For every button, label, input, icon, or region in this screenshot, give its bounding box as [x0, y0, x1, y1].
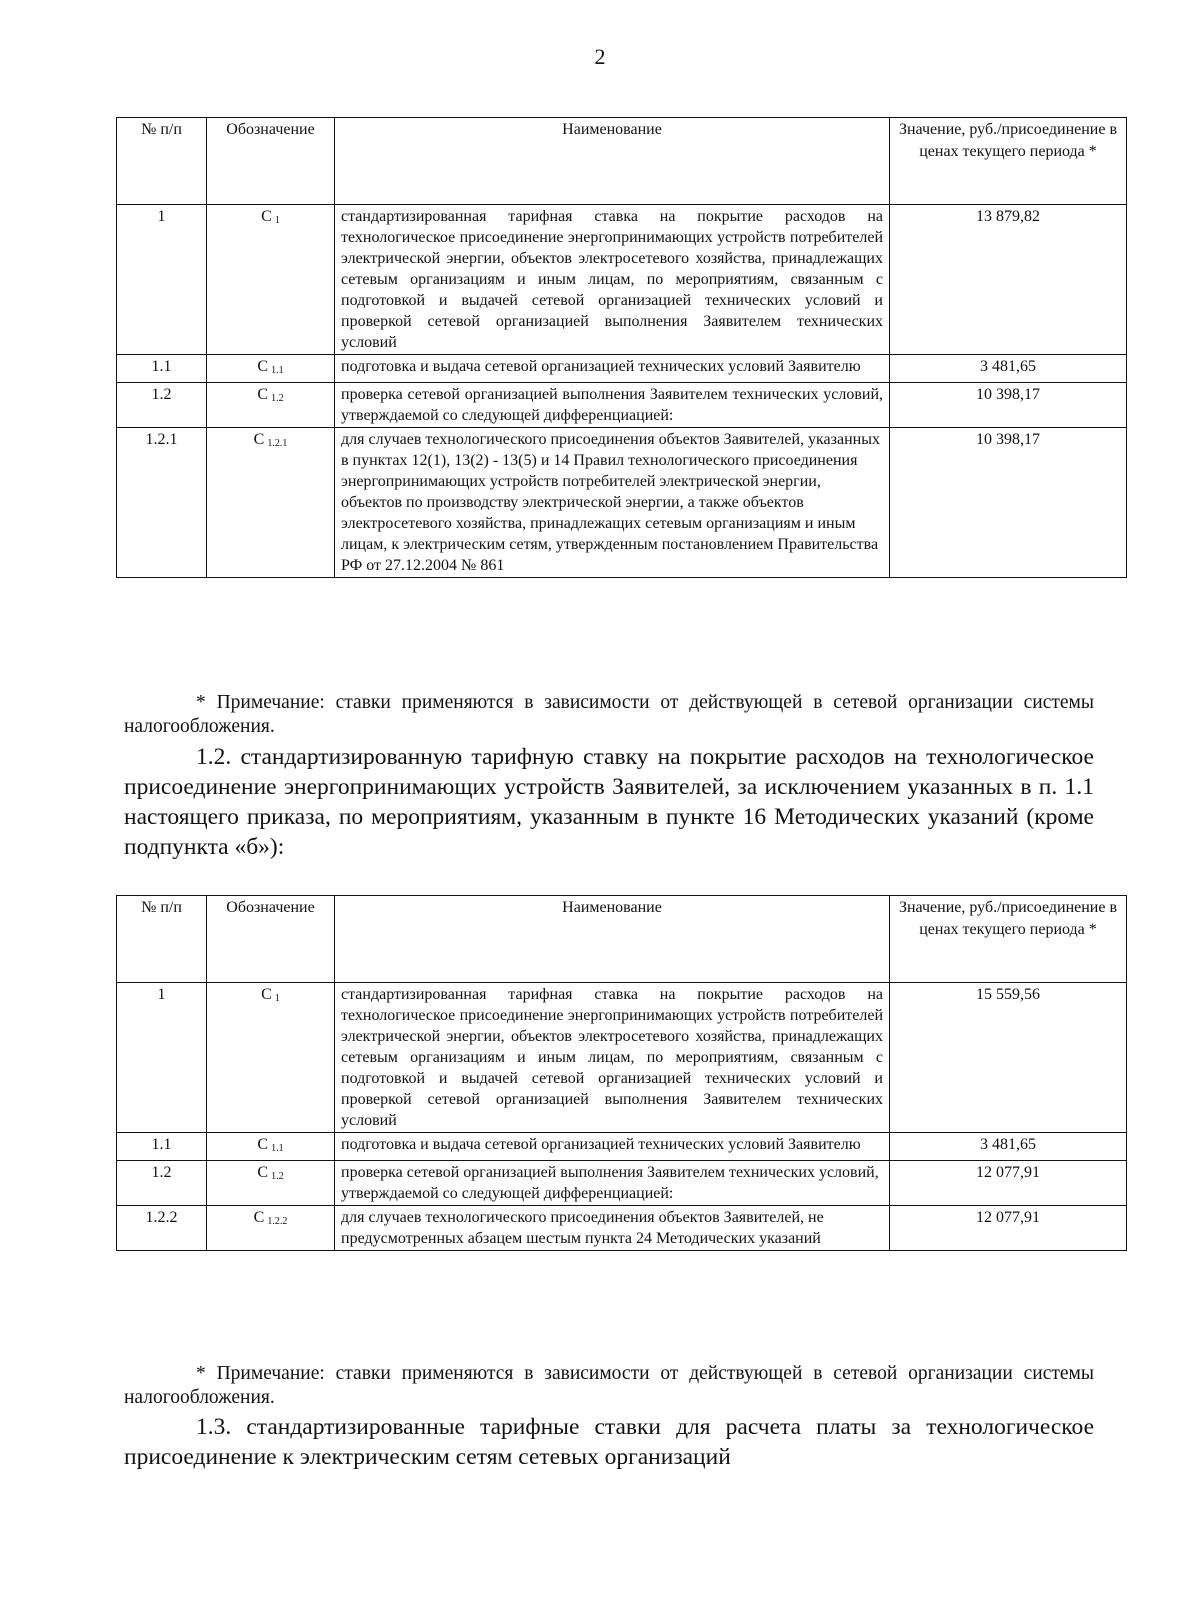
row-num: 1.1: [117, 355, 207, 383]
row-num: 1: [117, 983, 207, 1133]
row-value: 12 077,91: [890, 1206, 1127, 1251]
table-row: [117, 205, 1127, 355]
row-symbol: C $_{1.2}$: [207, 1161, 335, 1206]
row-num: 1.1: [117, 1133, 207, 1161]
table-header-row: [117, 118, 1127, 205]
row-name: для случаев технологического присоединения объектов Заявителей, указанных в пунктах 12(1), 13(2) - 13(5) и 14 Правил технологического присоединения энергопринимающих устройств потребителей электрической энергии, объектов по производству электрической энергии, а также объектов электросетевого хозяйства, принадлежащих сетевым организациям и иным лицам, к электрическим сетям, утвержденным постановлением Правительства РФ от 27.12.2004 № 861: [335, 428, 890, 578]
row-value: 10 398,17: [890, 428, 1127, 578]
row-name: стандартизированная тарифная ставка на покрытие расходов на технологическое присоединение энергопринимающих устройств потребителей электрической энергии, объектов электросетевого хозяйства, принадлежащих сетевым организациям и иным лицам, по мероприятиям, связанным с подготовкой и выдачей сетевой организацией технических условий и проверкой сетевой организацией выполнения Заявителем технических условий: [335, 983, 890, 1133]
tariff-table-2: [116, 895, 1127, 1251]
row-name: проверка сетевой организацией выполнения Заявителем технических условий, утверждаемой со следующей дифференциацией:: [335, 383, 890, 428]
row-symbol: C $_{1.1}$: [207, 1133, 335, 1161]
table-row: [117, 1161, 1127, 1206]
row-value: 15 559,56: [890, 983, 1127, 1133]
header-num: № п/п: [117, 896, 207, 983]
row-value: 12 077,91: [890, 1161, 1127, 1206]
row-value: 3 481,65: [890, 1133, 1127, 1161]
table-row: [117, 428, 1127, 578]
table-row: [117, 1133, 1127, 1161]
row-num: 1: [117, 205, 207, 355]
header-num: № п/п: [117, 118, 207, 205]
tariff-table-1: [116, 117, 1127, 578]
table-row: [117, 355, 1127, 383]
row-symbol: C $_{1.2.2}$: [207, 1206, 335, 1251]
row-name: подготовка и выдача сетевой организацией технических условий Заявителю: [335, 355, 890, 383]
row-symbol: C $_{1.2.1}$: [207, 428, 335, 578]
row-name: проверка сетевой организацией выполнения Заявителем технических условий, утверждаемой со следующей дифференциацией:: [335, 1161, 890, 1206]
row-value: 13 879,82: [890, 205, 1127, 355]
row-symbol: C $_{1.2}$: [207, 383, 335, 428]
header-value: Значение, руб./присоединение в ценах текущего периода *: [890, 118, 1127, 205]
row-num: 1.2.1: [117, 428, 207, 578]
row-symbol: C $_{1.1}$: [207, 355, 335, 383]
header-name: Наименование: [335, 118, 890, 205]
row-symbol: C $_1$: [207, 205, 335, 355]
row-num: 1.2: [117, 383, 207, 428]
row-name: подготовка и выдача сетевой организацией технических условий Заявителю: [335, 1133, 890, 1161]
header-value: Значение, руб./присоединение в ценах текущего периода *: [890, 896, 1127, 983]
row-num: 1.2.2: [117, 1206, 207, 1251]
row-symbol: C $_1$: [207, 983, 335, 1133]
paragraph-1-2: 1.2. стандартизированную тарифную ставку на покрытие расходов на технологическое присоединение энергопринимающих устройств Заявителей, за исключением указанных в п. 1.1 настоящего приказа, по мероприятиям, указанным в пункте 16 Методических указаний (кроме подпункта «б»):: [124, 744, 1094, 860]
page-number: 2: [594, 44, 606, 69]
table-2-note: * Примечание: ставки применяются в зависимости от действующей в сетевой организации системы налогообложения.: [124, 1363, 1094, 1408]
header-symbol: Обозначение: [207, 118, 335, 205]
table-row: [117, 983, 1127, 1133]
table-1-note: * Примечание: ставки применяются в зависимости от действующей в сетевой организации системы налогообложения.: [124, 692, 1094, 737]
row-name: для случаев технологического присоединения объектов Заявителей, не предусмотренных абзацем шестым пункта 24 Методических указаний: [335, 1206, 890, 1251]
table-row: [117, 383, 1127, 428]
header-symbol: Обозначение: [207, 896, 335, 983]
row-value: 3 481,65: [890, 355, 1127, 383]
table-row: [117, 1206, 1127, 1251]
row-value: 10 398,17: [890, 383, 1127, 428]
table-header-row: [117, 896, 1127, 983]
row-name: стандартизированная тарифная ставка на покрытие расходов на технологическое присоединение энергопринимающих устройств потребителей электрической энергии, объектов электросетевого хозяйства, принадлежащих сетевым организациям и иным лицам, по мероприятиям, связанным с подготовкой и выдачей сетевой организацией технических условий и проверкой сетевой организацией выполнения Заявителем технических условий: [335, 205, 890, 355]
row-num: 1.2: [117, 1161, 207, 1206]
paragraph-1-3: 1.3. стандартизированные тарифные ставки для расчета платы за технологическое присоединение к электрическим сетям сетевых организаций: [124, 1414, 1094, 1470]
header-name: Наименование: [335, 896, 890, 983]
